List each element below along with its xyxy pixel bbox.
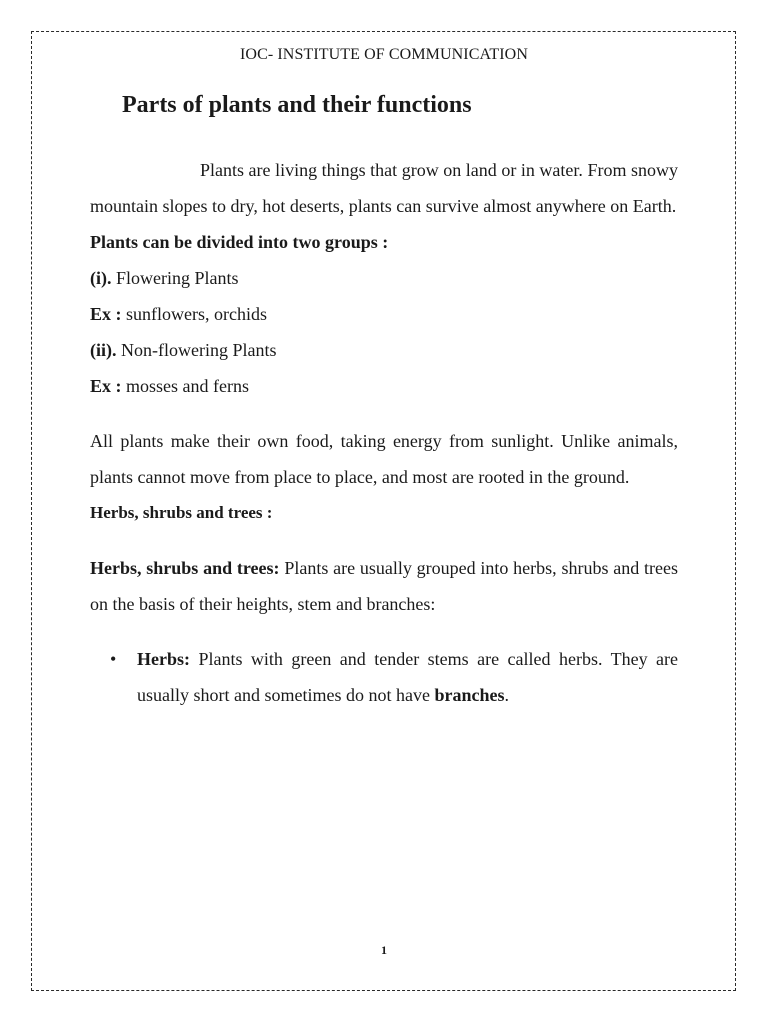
group-example-non-flowering bbox=[90, 368, 678, 404]
group-marker: (ii). bbox=[90, 340, 117, 360]
group-item-non-flowering bbox=[90, 332, 678, 368]
list-item bbox=[90, 641, 678, 713]
group-name: Non-flowering Plants bbox=[116, 340, 277, 360]
document-body bbox=[90, 152, 678, 713]
bullet-text: Plants with green and tender stems are called herbs. They are usually short and sometimes do not have bbox=[137, 649, 678, 705]
herbs-paragraph bbox=[90, 550, 678, 622]
group-item-flowering bbox=[90, 260, 678, 296]
intro-paragraph: Plants are living things that grow on land or in water. From snowy mountain slopes to dry, hot deserts, plants can survive almost anywhere on Earth. bbox=[90, 160, 678, 216]
herbs-heading: Herbs, shrubs and trees : bbox=[90, 503, 273, 522]
bullet-emphasis: branches bbox=[434, 685, 505, 705]
groups-heading: Plants can be divided into two groups : bbox=[90, 232, 389, 252]
example-text: mosses and ferns bbox=[121, 376, 249, 396]
group-name: Flowering Plants bbox=[111, 268, 239, 288]
herbs-text: Plants are usually grouped into herbs, shrubs and trees on the basis of their heights, stem and branches: bbox=[90, 558, 678, 614]
page-number: 1 bbox=[381, 943, 387, 957]
example-text: sunflowers, orchids bbox=[121, 304, 267, 324]
group-marker: (i). bbox=[90, 268, 112, 288]
group-example-flowering bbox=[90, 296, 678, 332]
herbs-label: Herbs, shrubs and trees: bbox=[90, 558, 280, 578]
bullet-label: Herbs: bbox=[137, 649, 190, 669]
page-title: Parts of plants and their functions bbox=[122, 92, 472, 118]
example-label: Ex : bbox=[90, 376, 122, 396]
bullet-end: . bbox=[504, 685, 509, 705]
example-label: Ex : bbox=[90, 304, 122, 324]
food-paragraph: All plants make their own food, taking energy from sunlight. Unlike animals, plants cannot move from place to place, and most are rooted in the ground. bbox=[90, 431, 678, 487]
bullet-list bbox=[90, 641, 678, 713]
institute-header: IOC- INSTITUTE OF COMMUNICATION bbox=[240, 46, 528, 63]
bullet-icon: • bbox=[110, 649, 117, 669]
